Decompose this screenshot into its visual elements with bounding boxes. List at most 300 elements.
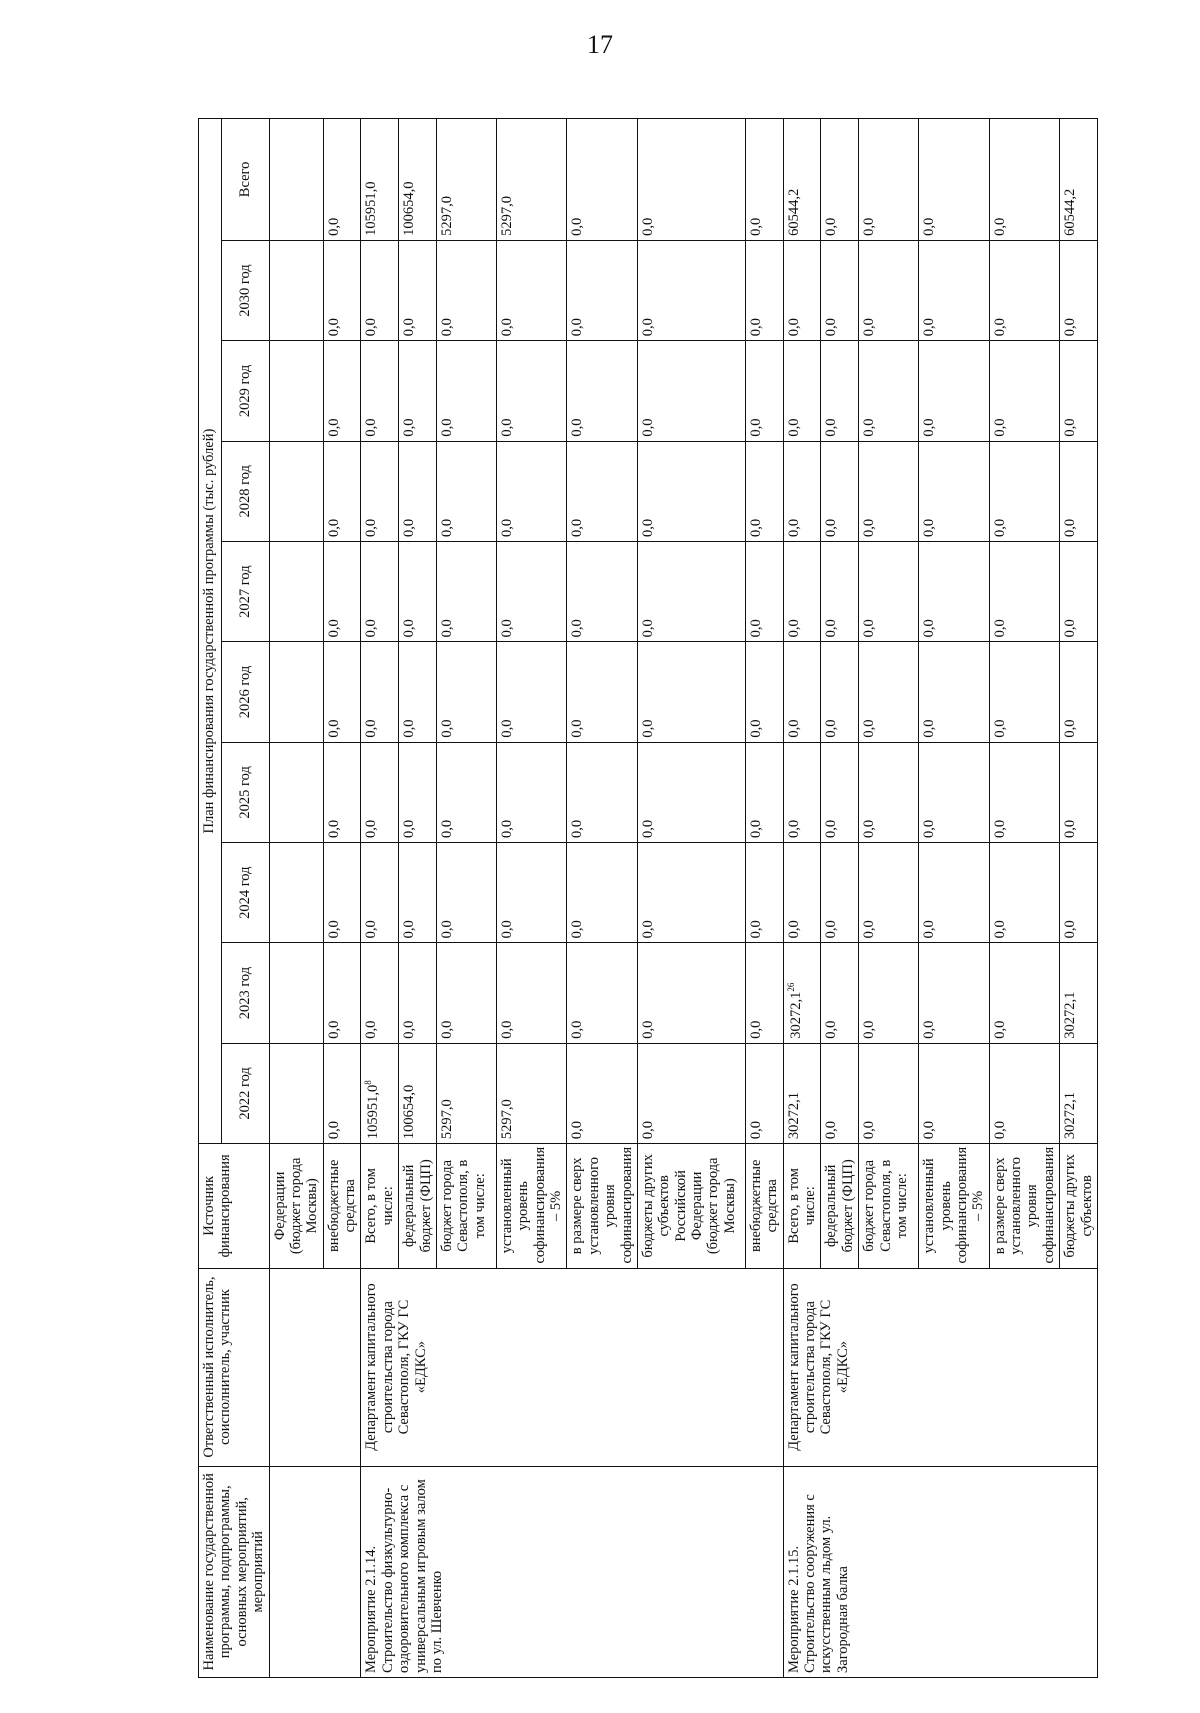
value-text: 0,0: [785, 518, 802, 537]
value-cell: [361, 1043, 399, 1143]
value-text: 0,0: [639, 719, 656, 738]
value-cell: [436, 943, 496, 1043]
table-body: [269, 119, 1097, 1678]
value-text: 0,0: [401, 1020, 418, 1039]
value-cell: [745, 843, 783, 943]
value-text: 0,0: [921, 518, 938, 537]
value-text: 0,0: [438, 418, 455, 437]
value-text: 0,0: [1062, 920, 1079, 939]
value-cell: [399, 441, 437, 541]
value-cell: [361, 240, 399, 340]
financing-table: [198, 118, 1098, 1678]
value-cell: [496, 843, 567, 943]
value-cell: [323, 1043, 361, 1143]
value-text: 0,0: [921, 1120, 938, 1140]
value-cell: [567, 119, 638, 241]
value-text: 0,0: [438, 719, 455, 738]
value-text: 5297,0: [438, 196, 455, 236]
value-cell: [989, 341, 1060, 441]
value-cell: [637, 541, 745, 641]
value-cell: [1060, 240, 1098, 340]
value-cell: [859, 541, 919, 641]
value-cell: [1060, 541, 1098, 641]
value-text: 0,0: [639, 217, 656, 236]
value-text: 0,0: [438, 1020, 455, 1039]
source-cell: бюджет города Севастополя, в том числе:: [436, 1144, 496, 1268]
value-cell: [496, 742, 567, 842]
value-text: 0,0: [747, 217, 764, 236]
value-cell: [436, 240, 496, 340]
value-text: 105951,0: [363, 181, 380, 236]
value-text: 0,0: [363, 619, 380, 638]
value-text: 0,0: [325, 217, 342, 236]
value-text: 0,0: [325, 518, 342, 537]
value-cell: [323, 843, 361, 943]
value-text: 60544,2: [1062, 188, 1079, 236]
value-text: 0,0: [325, 318, 342, 337]
value-cell: [496, 119, 567, 241]
value-text: 30272,1: [1062, 1091, 1079, 1140]
value-cell: [821, 943, 859, 1043]
header-year: 2023 год: [222, 943, 269, 1043]
value-cell: [399, 742, 437, 842]
value-cell: [1060, 341, 1098, 441]
value-text: 0,0: [861, 819, 878, 839]
value-cell: [361, 843, 399, 943]
value-text: 0,0: [747, 1020, 764, 1039]
value-cell: [637, 341, 745, 441]
value-text: 0,0: [498, 418, 515, 437]
value-text: 0,0: [363, 318, 380, 337]
value-text: 0,0: [569, 920, 586, 939]
value-cell: [496, 341, 567, 441]
value-text: 0,0: [991, 518, 1008, 537]
value-cell: [637, 119, 745, 241]
value-cell: [399, 541, 437, 641]
value-text: 0,0: [639, 920, 656, 939]
value-text: 0,0: [401, 819, 418, 839]
value-cell: [859, 642, 919, 742]
value-text: 0,0: [747, 920, 764, 939]
value-text: 0,0: [861, 920, 878, 939]
source-cell: бюджеты других субъектов: [1060, 1144, 1098, 1268]
value-cell: [361, 441, 399, 541]
source-cell: внебюджетные средства: [323, 1144, 361, 1268]
plan-header-row: [199, 119, 222, 1678]
value-cell: [989, 240, 1060, 340]
value-text: 30272,1: [1062, 991, 1079, 1039]
value-cell: [436, 441, 496, 541]
value-cell: [989, 541, 1060, 641]
header-plan: План финансирования государственной программы (тыс. рублей): [199, 119, 222, 1144]
value-cell: [989, 843, 1060, 943]
value-cell: [989, 119, 1060, 241]
value-cell: [821, 119, 859, 241]
value-cell: [989, 742, 1060, 842]
value-cell: [919, 441, 990, 541]
measure-responsible-cell: Департамент капитального строительства города Севастополя, ГКУ ГС «ЕДКС»: [361, 1268, 783, 1466]
value-text: 0,0: [639, 1020, 656, 1039]
value-text: 0,0: [569, 1120, 586, 1140]
value-cell: [919, 642, 990, 742]
value-text: 0,0: [823, 819, 840, 839]
value-cell: [919, 119, 990, 241]
value-cell: [859, 843, 919, 943]
value-text: 0,0: [363, 920, 380, 939]
value-text: 0,0: [823, 318, 840, 337]
value-text: 0,0: [991, 1020, 1008, 1039]
value-cell: [745, 119, 783, 241]
value-text: 0,0: [438, 318, 455, 337]
value-text: 0,0: [921, 920, 938, 939]
value-text: 0,0: [921, 819, 938, 839]
value-cell: [496, 240, 567, 340]
source-cell: внебюджетные средства: [745, 1144, 783, 1268]
value-cell: [361, 119, 399, 241]
value-text: 0,0: [1062, 819, 1079, 839]
value-cell: [637, 943, 745, 1043]
source-cell: в размере сверх установленного уровня софинансирования: [989, 1144, 1060, 1268]
value-cell: [859, 943, 919, 1043]
value-cell: [859, 742, 919, 842]
value-cell: [745, 943, 783, 1043]
value-cell: [269, 441, 323, 541]
value-text: 0,0: [325, 619, 342, 638]
value-text: 0,0: [401, 418, 418, 437]
value-cell: [436, 843, 496, 943]
value-cell: [637, 642, 745, 742]
value-text: 0,0: [498, 619, 515, 638]
value-cell: [821, 441, 859, 541]
value-text: 0,0: [363, 1020, 380, 1039]
value-text: 0,0: [639, 518, 656, 537]
source-cell: установленный уровень софинансирования – 5%: [919, 1144, 990, 1268]
value-text: 0,0: [823, 1020, 840, 1039]
value-text: 0,0: [1062, 719, 1079, 738]
value-cell: [436, 1043, 496, 1143]
value-cell: [745, 341, 783, 441]
value-cell: [919, 1043, 990, 1143]
value-text: 30272,1: [787, 991, 804, 1039]
value-cell: [269, 742, 323, 842]
value-cell: [745, 541, 783, 641]
value-text: 0,0: [438, 920, 455, 939]
value-text: 0,0: [861, 418, 878, 437]
value-cell: [859, 240, 919, 340]
value-text: 0,0: [438, 619, 455, 638]
source-cell: федеральный бюджет (ФЦП): [821, 1144, 859, 1268]
value-cell: [269, 341, 323, 441]
value-cell: [745, 441, 783, 541]
header-year: 2022 год: [222, 1043, 269, 1143]
value-cell: [361, 541, 399, 641]
value-cell: [567, 742, 638, 842]
value-cell: [567, 541, 638, 641]
value-cell: [399, 642, 437, 742]
value-cell: [745, 1043, 783, 1143]
header-year: 2024 год: [222, 843, 269, 943]
value-cell: [399, 1043, 437, 1143]
value-text: 0,0: [823, 518, 840, 537]
header-year: 2027 год: [222, 541, 269, 641]
value-text: 0,0: [861, 719, 878, 738]
value-text: 0,0: [921, 318, 938, 337]
value-cell: [1060, 843, 1098, 943]
table-row: [361, 119, 399, 1678]
value-cell: [859, 441, 919, 541]
source-cell: Всего, в том числе:: [783, 1144, 821, 1268]
value-cell: [783, 843, 821, 943]
value-cell: [361, 341, 399, 441]
header-year: 2026 год: [222, 642, 269, 742]
value-cell: [821, 541, 859, 641]
header-total: Всего: [222, 119, 269, 241]
value-cell: [323, 541, 361, 641]
value-text: 0,0: [991, 418, 1008, 437]
value-text: 0,0: [639, 318, 656, 337]
table-row: [269, 119, 323, 1678]
value-text: 0,0: [991, 819, 1008, 839]
value-cell: [989, 1043, 1060, 1143]
value-cell: [783, 541, 821, 641]
value-cell: [436, 341, 496, 441]
value-cell: [989, 642, 1060, 742]
value-cell: [1060, 119, 1098, 241]
value-text: 0,0: [325, 819, 342, 839]
value-cell: [323, 943, 361, 1043]
value-cell: [989, 943, 1060, 1043]
value-text: 0,0: [921, 619, 938, 638]
value-cell: [399, 943, 437, 1043]
source-cell: федеральный бюджет (ФЦП): [399, 1144, 437, 1268]
header-year: 2025 год: [222, 742, 269, 842]
value-text: 0,0: [747, 1120, 764, 1140]
value-text: 0,0: [921, 418, 938, 437]
value-text: 0,0: [861, 217, 878, 236]
value-text: 0,0: [991, 719, 1008, 738]
value-text: 0,0: [639, 1120, 656, 1140]
value-cell: [821, 642, 859, 742]
value-cell: [323, 119, 361, 241]
value-cell: [269, 1043, 323, 1143]
value-cell: [637, 1043, 745, 1143]
value-cell: [269, 642, 323, 742]
value-cell: [783, 341, 821, 441]
value-text: 0,0: [639, 819, 656, 839]
header-year: 2030 год: [222, 240, 269, 340]
value-text: 0,0: [785, 318, 802, 337]
value-text: 0,0: [747, 518, 764, 537]
value-cell: [859, 1043, 919, 1143]
value-cell: [399, 119, 437, 241]
value-text: 0,0: [363, 418, 380, 437]
value-cell: [783, 1043, 821, 1143]
value-cell: [436, 119, 496, 241]
value-cell: [399, 341, 437, 441]
value-cell: [496, 642, 567, 742]
value-text: 0,0: [363, 819, 380, 839]
value-cell: [567, 240, 638, 340]
value-text: 105951,0: [365, 1084, 382, 1140]
value-cell: [496, 1043, 567, 1143]
value-cell: [567, 943, 638, 1043]
value-text: 0,0: [498, 318, 515, 337]
source-cell: в размере сверх установленного уровня софинансирования: [567, 1144, 638, 1268]
value-cell: [496, 541, 567, 641]
value-text: 0,0: [401, 920, 418, 939]
value-text: 0,0: [861, 619, 878, 638]
value-text: 0,0: [747, 619, 764, 638]
value-cell: [783, 943, 821, 1043]
value-text: 0,0: [823, 1120, 840, 1140]
value-text: 0,0: [785, 619, 802, 638]
value-text: 0,0: [921, 719, 938, 738]
value-text: 5297,0: [438, 1099, 455, 1140]
value-cell: [637, 843, 745, 943]
value-cell: [783, 441, 821, 541]
carry-name-cell: [269, 1466, 361, 1677]
value-cell: [821, 341, 859, 441]
value-cell: [989, 441, 1060, 541]
value-text: 100654,0: [401, 181, 418, 236]
value-text: 0,0: [401, 619, 418, 638]
value-cell: [745, 742, 783, 842]
value-cell: [859, 341, 919, 441]
value-text: 0,0: [569, 318, 586, 337]
value-text: 0,0: [823, 217, 840, 236]
value-cell: [323, 642, 361, 742]
value-text: 0,0: [1062, 518, 1079, 537]
value-text: 0,0: [498, 819, 515, 839]
value-text: 0,0: [569, 1020, 586, 1039]
value-text: 0,0: [991, 1120, 1008, 1140]
value-cell: [821, 1043, 859, 1143]
value-text: 0,0: [569, 518, 586, 537]
value-cell: [323, 341, 361, 441]
source-cell: бюджеты других субъектов Российской Федерации (бюджет города Москвы): [637, 1144, 745, 1268]
value-text: 0,0: [861, 1120, 878, 1140]
value-cell: [567, 441, 638, 541]
value-text: 0,0: [438, 518, 455, 537]
value-text: 0,0: [1062, 418, 1079, 437]
value-text: 0,0: [401, 719, 418, 738]
value-text: 0,0: [498, 719, 515, 738]
value-text: 0,0: [363, 518, 380, 537]
value-text: 0,0: [569, 619, 586, 638]
value-text: 0,0: [785, 819, 802, 839]
value-text: 0,0: [325, 1120, 342, 1140]
header-source: Источник финансирования: [199, 1144, 270, 1268]
value-cell: [269, 541, 323, 641]
value-cell: [496, 943, 567, 1043]
value-text: 0,0: [569, 217, 586, 236]
footnote-marker: 8: [363, 1080, 374, 1085]
value-text: 0,0: [498, 1020, 515, 1039]
value-text: 0,0: [991, 920, 1008, 939]
value-cell: [269, 943, 323, 1043]
value-cell: [269, 119, 323, 241]
value-text: 0,0: [747, 418, 764, 437]
value-text: 0,0: [569, 719, 586, 738]
value-cell: [269, 240, 323, 340]
header-year: 2029 год: [222, 341, 269, 441]
value-cell: [919, 843, 990, 943]
value-cell: [399, 843, 437, 943]
value-cell: [745, 240, 783, 340]
value-text: 0,0: [823, 418, 840, 437]
value-text: 0,0: [401, 518, 418, 537]
value-cell: [821, 843, 859, 943]
value-text: 0,0: [785, 418, 802, 437]
value-cell: [436, 541, 496, 641]
value-cell: [637, 441, 745, 541]
value-cell: [361, 642, 399, 742]
value-text: 0,0: [747, 719, 764, 738]
value-text: 0,0: [498, 920, 515, 939]
value-text: 0,0: [401, 318, 418, 337]
value-text: 0,0: [785, 920, 802, 939]
value-text: 0,0: [823, 719, 840, 738]
value-text: 0,0: [991, 318, 1008, 337]
value-text: 0,0: [823, 619, 840, 638]
value-text: 0,0: [991, 217, 1008, 236]
measure-responsible-cell: Департамент капитального строительства города Севастополя, ГКУ ГС «ЕДКС»: [783, 1268, 1097, 1466]
value-cell: [783, 119, 821, 241]
value-text: 0,0: [921, 217, 938, 236]
value-text: 100654,0: [401, 1084, 418, 1140]
value-text: 0,0: [569, 418, 586, 437]
value-cell: [919, 742, 990, 842]
value-cell: [361, 943, 399, 1043]
source-cell: Всего, в том числе:: [361, 1144, 399, 1268]
value-cell: [436, 742, 496, 842]
header-year: 2028 год: [222, 441, 269, 541]
value-text: 0,0: [325, 418, 342, 437]
value-cell: [637, 742, 745, 842]
value-text: 0,0: [747, 819, 764, 839]
value-cell: [1060, 642, 1098, 742]
header-responsible: Ответственный исполнитель, соисполнитель, участник: [199, 1268, 270, 1466]
value-cell: [399, 240, 437, 340]
value-text: 0,0: [438, 819, 455, 839]
value-text: 0,0: [363, 719, 380, 738]
value-cell: [567, 341, 638, 441]
value-text: 0,0: [498, 518, 515, 537]
value-cell: [496, 441, 567, 541]
value-text: 60544,2: [785, 188, 802, 236]
value-cell: [919, 943, 990, 1043]
value-text: 0,0: [325, 920, 342, 939]
value-cell: [919, 541, 990, 641]
source-cell: бюджет города Севастополя, в том числе:: [859, 1144, 919, 1268]
value-cell: [269, 843, 323, 943]
value-text: 0,0: [1062, 619, 1079, 638]
value-cell: [1060, 1043, 1098, 1143]
value-text: 0,0: [639, 418, 656, 437]
source-cell: установленный уровень софинансирования – 5%: [496, 1144, 567, 1268]
value-cell: [783, 742, 821, 842]
value-text: 0,0: [569, 819, 586, 839]
value-text: 0,0: [823, 920, 840, 939]
value-text: 0,0: [747, 318, 764, 337]
source-cell: Федерации (бюджет города Москвы): [269, 1144, 323, 1268]
value-cell: [783, 240, 821, 340]
value-cell: [919, 240, 990, 340]
value-text: 0,0: [861, 1020, 878, 1039]
header-name: Наименование государственной программы, подпрограммы, основных мероприятий, мероприятий: [199, 1466, 270, 1677]
page-number: 17: [587, 30, 613, 59]
value-cell: [436, 642, 496, 742]
